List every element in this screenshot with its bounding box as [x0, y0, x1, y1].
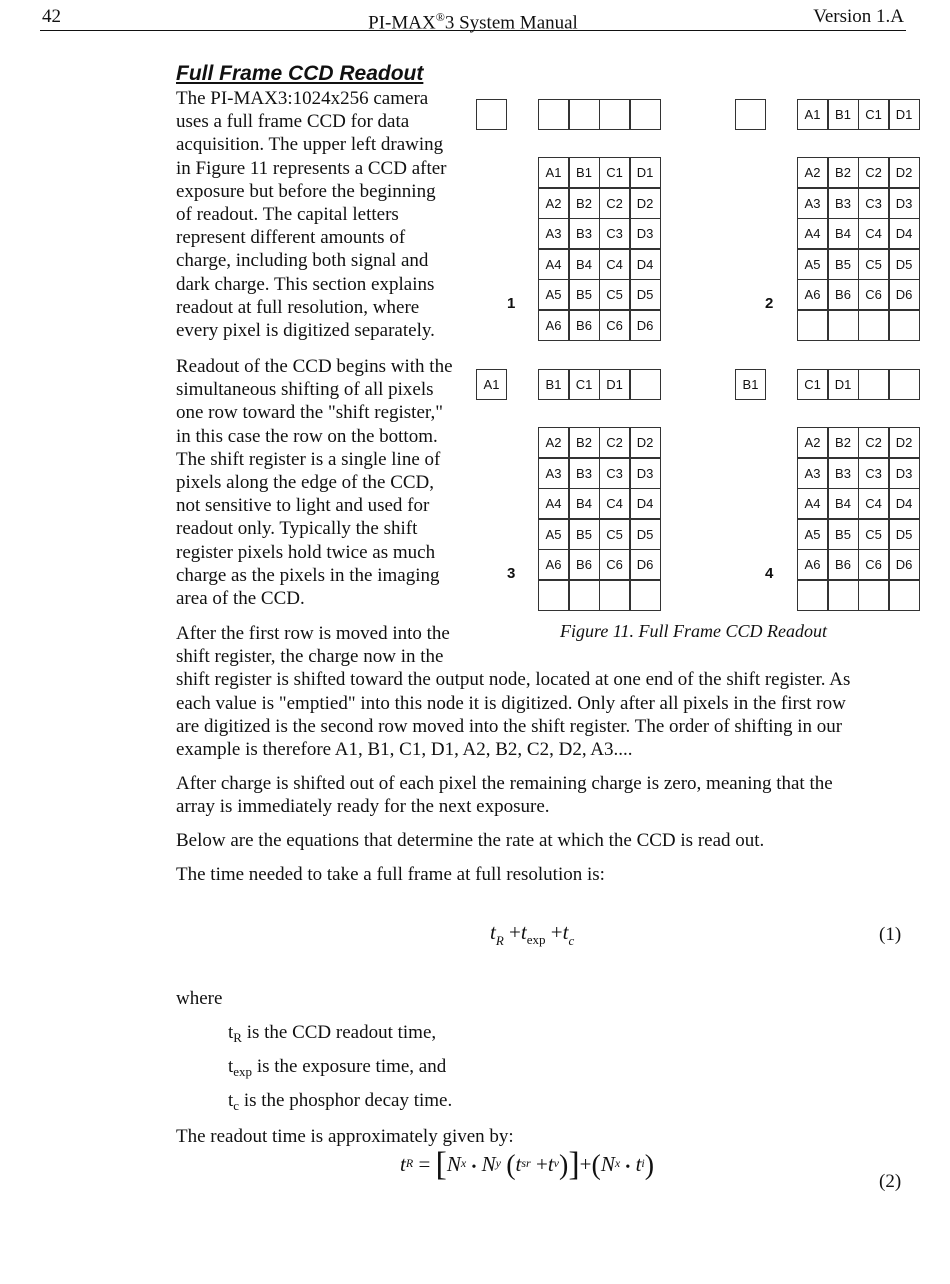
pixel-cell: C3 — [599, 458, 630, 489]
equation-2: tR = [Nx • Ny (tsr +tv)]+(Nx • ti) — [400, 1146, 655, 1183]
eq1-plus-2: + — [550, 920, 563, 944]
paragraph-3-line: shift register, the charge now in the — [176, 646, 444, 668]
pixel-cell: D4 — [630, 488, 661, 519]
paragraph-1-line: The PI-MAX3:1024x256 camera — [176, 88, 429, 109]
pixel-cell: C3 — [858, 458, 889, 489]
eq1-plus-1: + — [509, 920, 521, 944]
page-number: 42 — [42, 6, 61, 27]
pixel-cell: A5 — [538, 519, 569, 550]
pixel-cell: D2 — [630, 188, 661, 219]
pixel-cell — [569, 580, 600, 611]
paragraph-2-line: simultaneous shifting of all pixels — [176, 379, 434, 401]
paragraph-2-line: area of the CCD. — [176, 587, 305, 609]
pixel-cell: C6 — [599, 310, 630, 341]
paragraph-2-line: The shift register is a single line of — [176, 448, 441, 470]
paragraph-1-line: of readout. The capital letters — [176, 203, 399, 225]
readout-intro: The readout time is approximately given by: — [176, 1126, 514, 1147]
pixel-cell: D5 — [630, 519, 661, 550]
pixel-cell: B6 — [828, 279, 859, 310]
pixel-cell: A2 — [797, 157, 828, 188]
pixel-cell: B6 — [828, 549, 859, 580]
pixel-cell: D3 — [889, 458, 920, 489]
shift-register-cell: D1 — [828, 369, 859, 400]
pixel-cell: B4 — [569, 488, 600, 519]
shift-register-cell: C1 — [569, 369, 600, 400]
pixel-cell: B3 — [569, 218, 600, 249]
paragraph-1-line: represent different amounts of — [176, 227, 406, 249]
paragraph-3-line: After the first row is moved into the — [176, 623, 450, 644]
pixel-cell: B3 — [828, 458, 859, 489]
paragraph-1-line: acquisition. The upper left drawing — [176, 134, 444, 156]
pixel-cell: D2 — [630, 427, 661, 458]
pixel-cell: A6 — [797, 549, 828, 580]
paragraph-1-line: readout at full resolution, where — [176, 296, 420, 318]
section-title: Full Frame CCD Readout — [176, 62, 424, 85]
shift-register-cell — [630, 369, 661, 400]
paragraph-4-line: After charge is shifted out of each pixel the remaining charge is zero, meaning that the — [176, 773, 833, 794]
pixel-cell: B1 — [569, 157, 600, 188]
header-rule — [40, 30, 906, 31]
paragraph-5: Below are the equations that determine the rate at which the CCD is read out. — [176, 830, 765, 851]
definition-t-exp: $t_{exp}$ is the exposure time, and — [228, 1056, 447, 1079]
output-node: B1 — [735, 369, 766, 400]
pixel-cell: D3 — [630, 458, 661, 489]
pixel-cell: D5 — [889, 249, 920, 280]
pixel-cell: A1 — [538, 157, 569, 188]
shift-register-cell — [599, 99, 630, 130]
pixel-cell: D6 — [630, 310, 661, 341]
eq1-t-exp: $t_{exp}$ — [520, 920, 546, 947]
pixel-cell: C4 — [858, 488, 889, 519]
pixel-cell — [889, 580, 920, 611]
shift-register-cell — [889, 369, 920, 400]
eq1-t-c: $t_c$ — [562, 920, 575, 948]
panel-step-label: 2 — [765, 295, 774, 312]
pixel-cell — [828, 580, 859, 611]
pixel-cell: C5 — [858, 519, 889, 550]
pixel-cell: D6 — [889, 279, 920, 310]
pixel-cell: A5 — [797, 519, 828, 550]
running-title — [0, 4, 946, 36]
pixel-cell — [630, 580, 661, 611]
equation-1 — [490, 920, 575, 948]
pixel-cell: D5 — [889, 519, 920, 550]
pixel-cell: D2 — [889, 427, 920, 458]
pixel-cell: A2 — [538, 188, 569, 219]
pixel-cell: D3 — [630, 218, 661, 249]
definition-t-r: $t_R$ is the CCD readout time, — [228, 1022, 437, 1045]
pixel-cell: C2 — [599, 188, 630, 219]
registered-mark: ® — [435, 10, 445, 24]
pixel-cell: D6 — [630, 549, 661, 580]
paragraph-4 — [176, 772, 833, 818]
pixel-cell — [797, 580, 828, 611]
shift-register-cell — [858, 369, 889, 400]
paragraph-1-line: in Figure 11 represents a CCD after — [176, 157, 447, 179]
pixel-cell: B2 — [569, 188, 600, 219]
pixel-cell: C4 — [858, 218, 889, 249]
pixel-cell: C5 — [599, 519, 630, 550]
pixel-cell: A4 — [797, 488, 828, 519]
pixel-cell: C4 — [599, 488, 630, 519]
paragraph-2-line: pixels along the edge of the CCD, — [176, 471, 435, 493]
shift-register-cell: C1 — [858, 99, 889, 130]
pixel-cell: A4 — [538, 488, 569, 519]
pixel-cell: D6 — [889, 549, 920, 580]
pixel-cell: B6 — [569, 549, 600, 580]
shift-register-cell — [538, 99, 569, 130]
pixel-cell: B4 — [828, 488, 859, 519]
shift-register-cell: D1 — [599, 369, 630, 400]
pixel-cell: C4 — [599, 249, 630, 280]
pixel-cell: A3 — [538, 218, 569, 249]
pixel-cell — [797, 310, 828, 341]
paragraph-1-line: charge, including both signal and — [176, 250, 429, 272]
pixel-cell: C5 — [599, 279, 630, 310]
pixel-cell — [858, 580, 889, 611]
figure-caption: Figure 11. Full Frame CCD Readout — [560, 621, 827, 641]
pixel-cell: A6 — [797, 279, 828, 310]
paragraph-1-line: every pixel is digitized separately. — [176, 319, 435, 341]
pixel-cell: C1 — [599, 157, 630, 188]
pixel-cell: C2 — [858, 157, 889, 188]
pixel-cell: B4 — [569, 249, 600, 280]
paragraph-2-line: readout only. Typically the shift — [176, 518, 418, 540]
pixel-cell: D1 — [630, 157, 661, 188]
pixel-cell: A5 — [538, 279, 569, 310]
pixel-cell: C6 — [858, 549, 889, 580]
paragraph-3-line: example is therefore A1, B1, C1, D1, A2, B2, C2, D2, A3.... — [176, 738, 633, 760]
pixel-cell: D5 — [630, 279, 661, 310]
paragraph-3-line: shift register is shifted toward the output node, located at one end of the shift register. As — [176, 669, 851, 691]
running-title-main: PI-MAX — [368, 12, 436, 34]
pixel-cell — [889, 310, 920, 341]
pixel-cell: B4 — [828, 218, 859, 249]
shift-register-cell: C1 — [797, 369, 828, 400]
paragraph-1-line: uses a full frame CCD for data — [176, 111, 410, 133]
pixel-cell: B5 — [828, 249, 859, 280]
pixel-cell — [828, 310, 859, 341]
document-version: Version 1.A — [813, 6, 904, 27]
paragraph-2 — [176, 355, 453, 610]
pixel-cell: D3 — [889, 188, 920, 219]
pixel-cell: C6 — [858, 279, 889, 310]
paragraph-2-line: not sensitive to light and used for — [176, 495, 430, 517]
paragraph-1 — [176, 87, 447, 342]
pixel-cell: C2 — [858, 427, 889, 458]
output-node: A1 — [476, 369, 507, 400]
pixel-cell: B3 — [569, 458, 600, 489]
pixel-cell: A2 — [538, 427, 569, 458]
eq1-t-r: $t_R$ — [490, 920, 504, 948]
paragraph-3-line: are digitized is the second row moved into the shift register. The order of shifting in our — [176, 715, 843, 737]
pixel-cell: A6 — [538, 549, 569, 580]
pixel-cell: B5 — [569, 519, 600, 550]
paragraph-2-line: one row toward the "shift register," — [176, 402, 443, 424]
paragraph-2-line: in this case the row on the bottom. — [176, 425, 438, 447]
output-node — [735, 99, 766, 130]
shift-register-cell: D1 — [889, 99, 920, 130]
equation-2-number: (2) — [879, 1171, 902, 1192]
pixel-cell: A3 — [797, 458, 828, 489]
pixel-cell — [538, 580, 569, 611]
running-title-rest: 3 System Manual — [444, 12, 578, 34]
shift-register-cell: B1 — [828, 99, 859, 130]
panel-step-label: 3 — [507, 565, 516, 582]
shift-register-cell — [630, 99, 661, 130]
pixel-cell: B2 — [569, 427, 600, 458]
panel-step-label: 1 — [507, 295, 516, 312]
pixel-cell: A3 — [797, 188, 828, 219]
pixel-cell: B5 — [569, 279, 600, 310]
paragraph-2-line: register pixels hold twice as much — [176, 541, 436, 563]
pixel-cell: B2 — [828, 427, 859, 458]
pixel-cell: D2 — [889, 157, 920, 188]
pixel-cell: A4 — [797, 218, 828, 249]
pixel-cell: C6 — [599, 549, 630, 580]
pixel-cell — [858, 310, 889, 341]
paragraph-2-line: charge as the pixels in the imaging — [176, 564, 440, 586]
pixel-cell: C3 — [858, 188, 889, 219]
pixel-cell: C3 — [599, 218, 630, 249]
pixel-cell: A4 — [538, 249, 569, 280]
pixel-cell: B6 — [569, 310, 600, 341]
paragraph-1-line: exposure but before the beginning — [176, 180, 436, 202]
panel-step-label: 4 — [765, 565, 774, 582]
pixel-cell: A5 — [797, 249, 828, 280]
pixel-cell: D4 — [889, 488, 920, 519]
paragraph-3 — [176, 622, 850, 761]
pixel-cell: C2 — [599, 427, 630, 458]
paragraph-6: The time needed to take a full frame at full resolution is: — [176, 864, 605, 885]
pixel-cell: C5 — [858, 249, 889, 280]
definition-t-c: $t_c$ is the phosphor decay time. — [228, 1090, 453, 1113]
equation-1-number: (1) — [879, 924, 902, 945]
pixel-cell: A2 — [797, 427, 828, 458]
pixel-cell: D4 — [630, 249, 661, 280]
shift-register-cell — [569, 99, 600, 130]
output-node — [476, 99, 507, 130]
pixel-cell — [599, 580, 630, 611]
pixel-cell: B2 — [828, 157, 859, 188]
pixel-cell: A6 — [538, 310, 569, 341]
pixel-cell: B3 — [828, 188, 859, 219]
paragraph-4-line: array is immediately ready for the next exposure. — [176, 796, 550, 818]
shift-register-cell: A1 — [797, 99, 828, 130]
where-label: where — [176, 988, 223, 1009]
pixel-cell: A3 — [538, 458, 569, 489]
paragraph-3-line: each value is "emptied" into this node it is digitized. Only after all pixels in the first row — [176, 692, 846, 714]
pixel-cell: B5 — [828, 519, 859, 550]
paragraph-1-line: dark charge. This section explains — [176, 273, 435, 295]
paragraph-2-line: Readout of the CCD begins with the — [176, 356, 453, 377]
pixel-cell: D4 — [889, 218, 920, 249]
shift-register-cell: B1 — [538, 369, 569, 400]
